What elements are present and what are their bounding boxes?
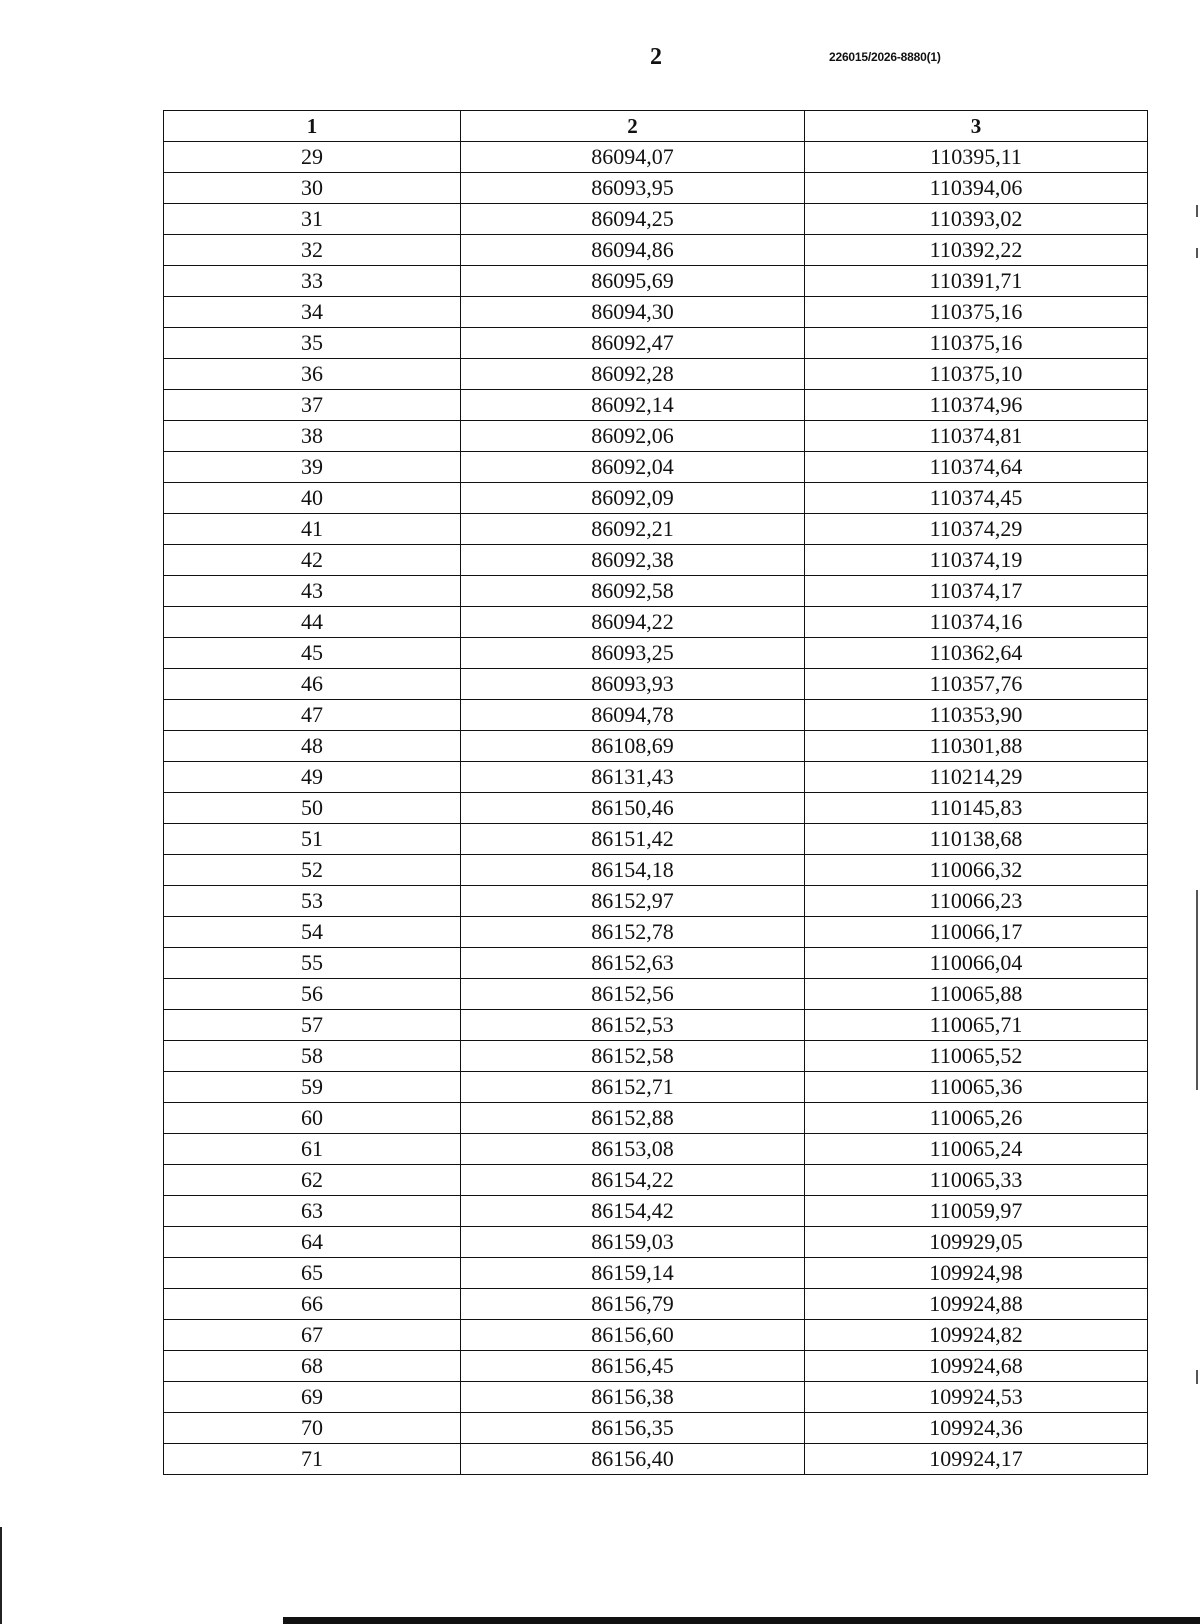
table-cell-col-3: 109924,98: [805, 1258, 1148, 1289]
table-cell-col-2: 86156,45: [461, 1351, 805, 1382]
table-cell-col-1: 29: [164, 142, 461, 173]
table-row: [164, 514, 1148, 545]
table-cell-col-2: 86092,38: [461, 545, 805, 576]
table-row: [164, 1041, 1148, 1072]
table-row: [164, 1134, 1148, 1165]
table-row: [164, 607, 1148, 638]
table-row: [164, 545, 1148, 576]
table-cell-col-1: 54: [164, 917, 461, 948]
table-row: [164, 1165, 1148, 1196]
table-cell-col-3: 110066,17: [805, 917, 1148, 948]
table-cell-col-1: 66: [164, 1289, 461, 1320]
table-row: [164, 297, 1148, 328]
table-row: [164, 390, 1148, 421]
table-cell-col-2: 86094,86: [461, 235, 805, 266]
table-row: [164, 762, 1148, 793]
table-cell-col-2: 86092,14: [461, 390, 805, 421]
table-cell-col-2: 86092,06: [461, 421, 805, 452]
table-row: [164, 1320, 1148, 1351]
table-cell-col-2: 86156,60: [461, 1320, 805, 1351]
table-cell-col-3: 110065,71: [805, 1010, 1148, 1041]
table-row: [164, 669, 1148, 700]
table-cell-col-3: 110065,26: [805, 1103, 1148, 1134]
table-cell-col-2: 86154,22: [461, 1165, 805, 1196]
table-cell-col-3: 110374,16: [805, 607, 1148, 638]
table-row: [164, 948, 1148, 979]
table-cell-col-2: 86152,97: [461, 886, 805, 917]
table-cell-col-1: 49: [164, 762, 461, 793]
table-body: [164, 142, 1148, 1475]
table-cell-col-1: 38: [164, 421, 461, 452]
table-cell-col-2: 86092,47: [461, 328, 805, 359]
table-cell-col-1: 41: [164, 514, 461, 545]
table-row: [164, 917, 1148, 948]
table-cell-col-2: 86092,04: [461, 452, 805, 483]
table-row: [164, 700, 1148, 731]
table-row: [164, 452, 1148, 483]
table-row: [164, 886, 1148, 917]
table-cell-col-3: 109924,68: [805, 1351, 1148, 1382]
table-cell-col-1: 37: [164, 390, 461, 421]
table-cell-col-3: 110145,83: [805, 793, 1148, 824]
table-cell-col-3: 109924,82: [805, 1320, 1148, 1351]
table-cell-col-2: 86154,42: [461, 1196, 805, 1227]
table-cell-col-3: 109924,88: [805, 1289, 1148, 1320]
table-cell-col-2: 86159,03: [461, 1227, 805, 1258]
table-cell-col-1: 52: [164, 855, 461, 886]
table-cell-col-1: 46: [164, 669, 461, 700]
table-cell-col-1: 51: [164, 824, 461, 855]
table-cell-col-2: 86094,22: [461, 607, 805, 638]
table-cell-col-1: 57: [164, 1010, 461, 1041]
table-row: [164, 359, 1148, 390]
table-cell-col-1: 67: [164, 1320, 461, 1351]
table-cell-col-1: 55: [164, 948, 461, 979]
table-cell-col-2: 86152,71: [461, 1072, 805, 1103]
table-row: [164, 1258, 1148, 1289]
table-cell-col-3: 109929,05: [805, 1227, 1148, 1258]
table-cell-col-2: 86156,35: [461, 1413, 805, 1444]
table-row: [164, 421, 1148, 452]
table-cell-col-3: 110374,45: [805, 483, 1148, 514]
table-cell-col-3: 110066,23: [805, 886, 1148, 917]
table-cell-col-3: 110065,36: [805, 1072, 1148, 1103]
table-cell-col-1: 59: [164, 1072, 461, 1103]
table-row: [164, 1103, 1148, 1134]
table-row: [164, 1227, 1148, 1258]
table-cell-col-3: 110375,16: [805, 328, 1148, 359]
table-cell-col-1: 70: [164, 1413, 461, 1444]
table-cell-col-1: 35: [164, 328, 461, 359]
table-cell-col-1: 33: [164, 266, 461, 297]
table-cell-col-3: 110374,96: [805, 390, 1148, 421]
table-cell-col-1: 47: [164, 700, 461, 731]
table-cell-col-2: 86108,69: [461, 731, 805, 762]
table-cell-col-2: 86152,63: [461, 948, 805, 979]
table-cell-col-1: 39: [164, 452, 461, 483]
table-cell-col-3: 109924,36: [805, 1413, 1148, 1444]
table-cell-col-2: 86094,07: [461, 142, 805, 173]
table-cell-col-2: 86094,78: [461, 700, 805, 731]
table-cell-col-2: 86093,25: [461, 638, 805, 669]
table-cell-col-1: 34: [164, 297, 461, 328]
table-row: [164, 483, 1148, 514]
table-row: [164, 1382, 1148, 1413]
table-cell-col-2: 86092,21: [461, 514, 805, 545]
table-cell-col-3: 110301,88: [805, 731, 1148, 762]
table-cell-col-1: 63: [164, 1196, 461, 1227]
scan-margin-line: [0, 1527, 2, 1624]
table-cell-col-2: 86150,46: [461, 793, 805, 824]
table-cell-col-2: 86152,53: [461, 1010, 805, 1041]
table-cell-col-3: 110395,11: [805, 142, 1148, 173]
table-cell-col-3: 110065,88: [805, 979, 1148, 1010]
page-number: 2: [650, 44, 662, 70]
table-cell-col-2: 86151,42: [461, 824, 805, 855]
table-cell-col-2: 86154,18: [461, 855, 805, 886]
table-cell-col-1: 30: [164, 173, 461, 204]
table-cell-col-2: 86094,25: [461, 204, 805, 235]
table-header-row: [164, 111, 1148, 142]
table-cell-col-1: 58: [164, 1041, 461, 1072]
table-cell-col-3: 110214,29: [805, 762, 1148, 793]
table-cell-col-1: 65: [164, 1258, 461, 1289]
table-cell-col-3: 110374,29: [805, 514, 1148, 545]
scan-edge-mark: [1196, 1370, 1198, 1384]
table-row: [164, 576, 1148, 607]
table-cell-col-3: 110066,32: [805, 855, 1148, 886]
table-cell-col-3: 110375,10: [805, 359, 1148, 390]
table-cell-col-2: 86156,38: [461, 1382, 805, 1413]
table-cell-col-1: 43: [164, 576, 461, 607]
scan-edge-mark: [1196, 248, 1198, 258]
table-row: [164, 1413, 1148, 1444]
table-cell-col-2: 86095,69: [461, 266, 805, 297]
table-row: [164, 638, 1148, 669]
table-cell-col-1: 36: [164, 359, 461, 390]
table-cell-col-3: 110374,81: [805, 421, 1148, 452]
table-cell-col-1: 32: [164, 235, 461, 266]
table-cell-col-2: 86131,43: [461, 762, 805, 793]
table-cell-col-1: 48: [164, 731, 461, 762]
table-row: [164, 328, 1148, 359]
table-cell-col-1: 71: [164, 1444, 461, 1475]
table-cell-col-1: 44: [164, 607, 461, 638]
table-row: [164, 266, 1148, 297]
table-cell-col-1: 53: [164, 886, 461, 917]
column-header-3: 3: [805, 111, 1148, 142]
table-row: [164, 855, 1148, 886]
table-row: [164, 1351, 1148, 1382]
table-cell-col-1: 45: [164, 638, 461, 669]
table-row: [164, 731, 1148, 762]
table-cell-col-1: 60: [164, 1103, 461, 1134]
table-cell-col-2: 86093,93: [461, 669, 805, 700]
table-cell-col-2: 86153,08: [461, 1134, 805, 1165]
table-cell-col-3: 110357,76: [805, 669, 1148, 700]
table-cell-col-2: 86093,95: [461, 173, 805, 204]
table-cell-col-3: 110065,52: [805, 1041, 1148, 1072]
table-row: [164, 1196, 1148, 1227]
coordinates-table: [163, 110, 1148, 1475]
table-cell-col-2: 86092,28: [461, 359, 805, 390]
table-cell-col-3: 109924,17: [805, 1444, 1148, 1475]
table-cell-col-3: 110138,68: [805, 824, 1148, 855]
table-row: [164, 204, 1148, 235]
table-cell-col-3: 110059,97: [805, 1196, 1148, 1227]
table-cell-col-3: 110393,02: [805, 204, 1148, 235]
table-cell-col-3: 110392,22: [805, 235, 1148, 266]
scan-bottom-bar: [283, 1617, 1200, 1624]
table-cell-col-1: 62: [164, 1165, 461, 1196]
table-cell-col-1: 50: [164, 793, 461, 824]
table-row: [164, 1289, 1148, 1320]
table-cell-col-3: 110374,19: [805, 545, 1148, 576]
table-cell-col-2: 86156,79: [461, 1289, 805, 1320]
table-cell-col-3: 110066,04: [805, 948, 1148, 979]
table-cell-col-3: 110374,64: [805, 452, 1148, 483]
table-cell-col-1: 42: [164, 545, 461, 576]
table-row: [164, 979, 1148, 1010]
table-cell-col-3: 110391,71: [805, 266, 1148, 297]
table-cell-col-1: 68: [164, 1351, 461, 1382]
table-cell-col-2: 86156,40: [461, 1444, 805, 1475]
scan-edge-mark: [1196, 890, 1198, 1090]
table-cell-col-2: 86152,78: [461, 917, 805, 948]
table-cell-col-3: 110374,17: [805, 576, 1148, 607]
table-cell-col-3: 110065,33: [805, 1165, 1148, 1196]
table-cell-col-2: 86152,58: [461, 1041, 805, 1072]
table-cell-col-3: 110362,64: [805, 638, 1148, 669]
table-row: [164, 142, 1148, 173]
table-cell-col-2: 86092,09: [461, 483, 805, 514]
table-cell-col-1: 64: [164, 1227, 461, 1258]
table-cell-col-2: 86094,30: [461, 297, 805, 328]
table-cell-col-1: 40: [164, 483, 461, 514]
table-row: [164, 1444, 1148, 1475]
scan-edge-mark: [1196, 205, 1198, 217]
table-cell-col-1: 31: [164, 204, 461, 235]
table-cell-col-2: 86152,56: [461, 979, 805, 1010]
table-cell-col-1: 69: [164, 1382, 461, 1413]
table-cell-col-1: 61: [164, 1134, 461, 1165]
table-cell-col-3: 110375,16: [805, 297, 1148, 328]
table-cell-col-3: 110353,90: [805, 700, 1148, 731]
table-cell-col-2: 86159,14: [461, 1258, 805, 1289]
table-row: [164, 793, 1148, 824]
table-cell-col-3: 110394,06: [805, 173, 1148, 204]
table-cell-col-2: 86092,58: [461, 576, 805, 607]
column-header-2: 2: [461, 111, 805, 142]
table-row: [164, 824, 1148, 855]
table-row: [164, 173, 1148, 204]
table-row: [164, 1072, 1148, 1103]
table-row: [164, 235, 1148, 266]
document-reference: 226015/2026-8880(1): [829, 50, 941, 64]
column-header-1: 1: [164, 111, 461, 142]
table-row: [164, 1010, 1148, 1041]
table-cell-col-2: 86152,88: [461, 1103, 805, 1134]
table-cell-col-1: 56: [164, 979, 461, 1010]
table-cell-col-3: 110065,24: [805, 1134, 1148, 1165]
table-cell-col-3: 109924,53: [805, 1382, 1148, 1413]
